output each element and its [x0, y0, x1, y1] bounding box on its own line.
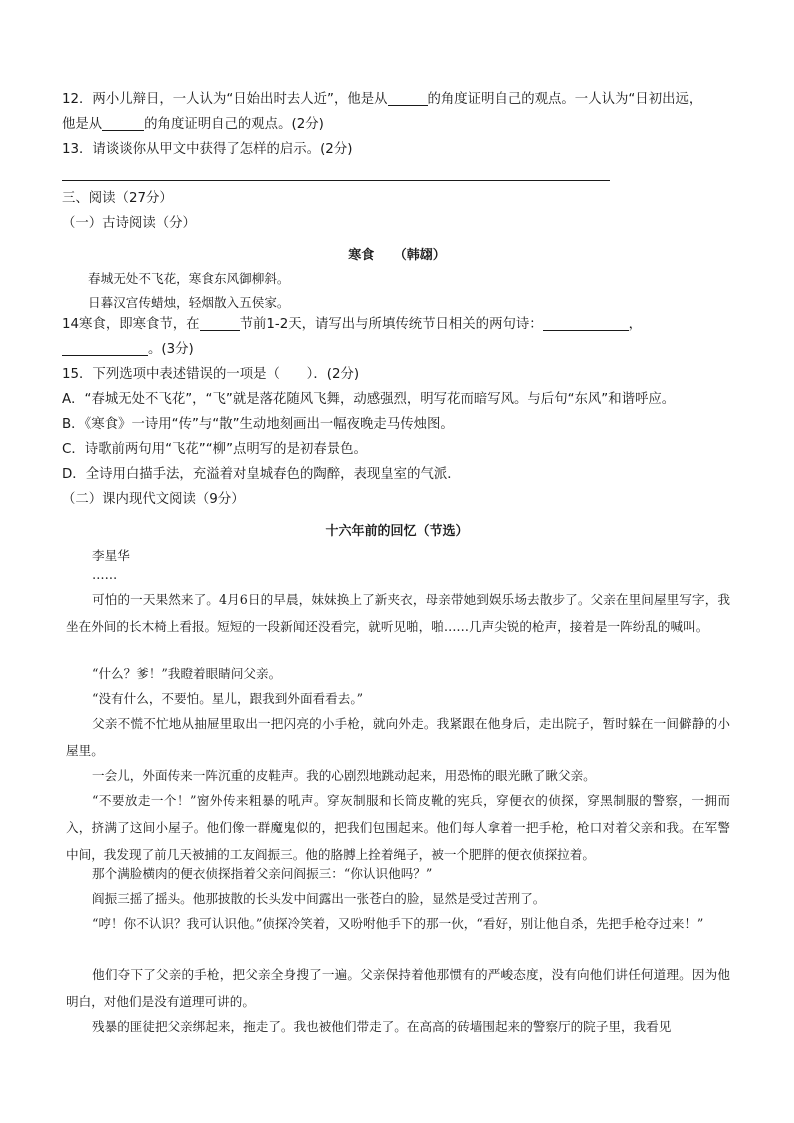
q15-stem: 15．下列选项中表述错误的一项是（ ）．(2分)	[62, 367, 360, 382]
article-paragraph: “哼！你不认识？我可认识他。”侦探冷笑着，又吩咐他手下的那一伙，“看好，别让他自杀，先把手枪夺过来！”	[92, 916, 704, 931]
q15-option-b[interactable]: B．《寒食》一诗用“传”与“散”生动地刻画出一幅夜晚走马传烛图。	[62, 417, 454, 432]
q15-option-c[interactable]: C．诗歌前两句用“飞花”“柳”点明写的是初春景色。	[62, 442, 367, 457]
article-paragraph: 一会儿，外面传来一阵沉重的皮鞋声。我的心剧烈地跳动起来，用恐怖的眼光瞅了瞅父亲。	[92, 768, 596, 783]
q15-option-d[interactable]: D．全诗用白描手法，充溢着对皇城春色的陶醉，表现皇室的气派．	[62, 467, 461, 482]
q13-question: 13．请谈谈你从甲文中获得了怎样的启示。(2分)	[62, 142, 353, 157]
poem-line: 春城无处不飞花，寒食东风御柳斜。	[88, 271, 290, 286]
article-paragraph: 他们夺下了父亲的手枪，把父亲全身搜了一遍。父亲保持着他那惯有的严峻态度，没有向他们讲任何道理。因为他明白，对他们是没有道理可讲的。	[66, 967, 730, 1009]
article-paragraph: 阎振三摇了摇头。他那披散的长头发中间露出一张苍白的脸，显然是受过苦刑了。	[92, 891, 546, 906]
article-title: 十六年前的回忆（节选）	[325, 524, 469, 539]
poem-line: 日暮汉宫传蜡烛，轻烟散入五侯家。	[88, 295, 290, 310]
article-paragraph: “没有什么，不要怕。星儿，跟我到外面看看去。”	[92, 691, 364, 706]
answer-blank[interactable]	[102, 116, 144, 131]
part-heading: （一）古诗阅读（分）	[62, 216, 196, 231]
poem-title: 寒食 （韩翃）	[348, 248, 446, 263]
q12-line2: 他是从 的角度证明自己的观点。(2分)	[62, 117, 324, 132]
q13-answer-line[interactable]	[62, 180, 610, 181]
part-heading: （二）课内现代文阅读（9分）	[62, 492, 245, 507]
article-author: 李星华	[92, 548, 130, 563]
q15-option-a[interactable]: A．“春城无处不飞花”，“飞”就是落花随风飞舞，动感强烈，明写花而暗写风。与后句“东风”和谐呼应。	[62, 392, 676, 407]
article-paragraph: 那个满脸横肉的便衣侦探指着父亲问阎振三：“你认识他吗？”	[92, 866, 433, 881]
q14-line1: 14寒食，即寒食节，在 节前1-2天，请写出与所填传统节日相关的两句诗： ，	[62, 317, 643, 332]
answer-blank[interactable]	[200, 316, 240, 331]
q14-line2: 。(3分)	[62, 341, 194, 359]
article-paragraph: “不要放走一个！”窗外传来粗暴的吼声。穿灰制服和长筒皮靴的宪兵，穿便衣的侦探，穿黑制服的警察，一拥而入，挤满了这间小屋子。他们像一群魔鬼似的，把我们包围起来。他们每人拿着一把手枪，枪口对着父亲和我。在军警中间，我发现了前几天被捕的工友阎振三。他的胳膊上拴着绳子，被一个肥胖的便衣侦探拉着。	[66, 793, 730, 862]
article-paragraph: 可怕的一天果然来了。4月6日的早晨，妹妹换上了新夹衣，母亲带她到娱乐场去散步了。父亲在里间屋里写字，我坐在外间的长木椅上看报。短短的一段新闻还没看完，就听见啪，啪……几声尖锐的枪声，接着是一阵纷乱的喊叫。	[66, 592, 730, 634]
article-paragraph: 残暴的匪徒把父亲绑起来，拖走了。我也被他们带走了。在高高的砖墙围起来的警察厅的院子里，我看见	[92, 1019, 672, 1034]
answer-blank[interactable]	[388, 91, 428, 106]
answer-blank[interactable]	[543, 316, 629, 331]
section-heading: 三、阅读（27分）	[62, 191, 173, 206]
article-ellipsis: ……	[92, 567, 118, 582]
article-paragraph: “什么？爹！”我瞪着眼睛问父亲。	[92, 666, 282, 681]
article-paragraph: 父亲不慌不忙地从抽屉里取出一把闪亮的小手枪，就向外走。我紧跟在他身后，走出院子，暂时躲在一间僻静的小屋里。	[66, 716, 730, 758]
answer-blank[interactable]	[62, 341, 148, 356]
q12-line1: 12．两小儿辩日，一人认为“日始出时去人近”，他是从 的角度证明自己的观点。一人认为“日初出远，	[62, 92, 703, 107]
